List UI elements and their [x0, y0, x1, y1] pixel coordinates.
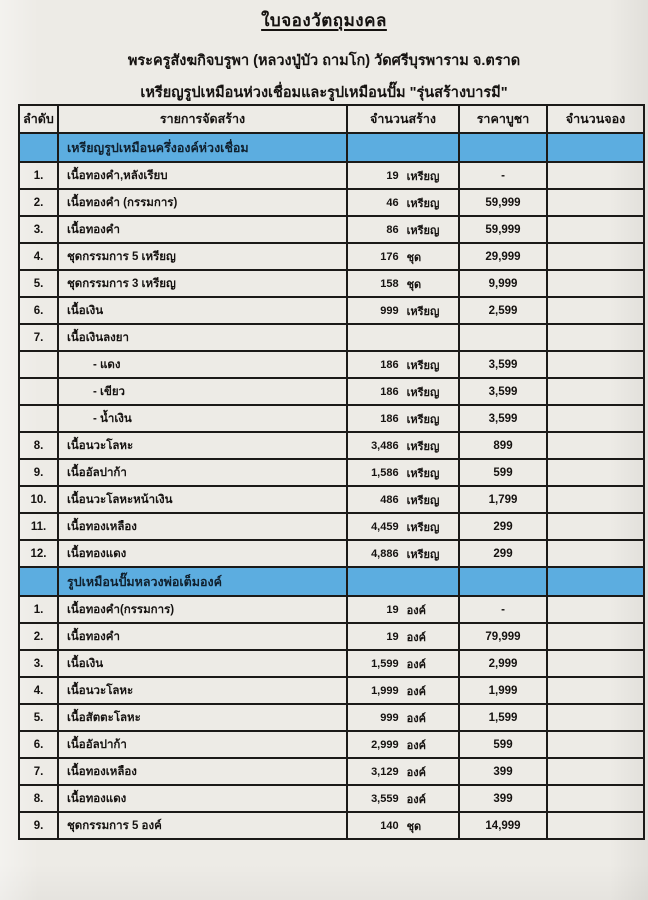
- quantity-value: 1,999: [371, 684, 399, 697]
- quantity-unit: องค์: [406, 631, 426, 644]
- table-row: [19, 758, 644, 785]
- series-line: เหรียญรูปเหมือนห่วงเชื่อมและรูปเหมือนปั๊ม "รุ่นสร้างบารมี": [140, 85, 508, 101]
- cell-price: 2,999: [459, 650, 547, 677]
- table-row: [19, 189, 644, 216]
- cell-qty: [347, 486, 459, 513]
- quantity-unit: องค์: [406, 793, 426, 806]
- cell-price: 299: [459, 513, 547, 540]
- cell-item: เนื้อทองเหลือง: [58, 513, 347, 540]
- quantity-unit: องค์: [406, 739, 426, 752]
- temple-line: พระครูสังฆกิจบรูพา (หลวงปู่บัว ถามโก) วัดศรีบุรพาราม จ.ตราด: [127, 53, 521, 69]
- quantity-unit: ชุด: [406, 251, 422, 264]
- quantity-unit: เหรียญ: [406, 197, 440, 210]
- cell-price: 59,999: [459, 216, 547, 243]
- table-row: [19, 513, 644, 540]
- quantity-value: 176: [380, 250, 399, 263]
- cell-qty: [347, 189, 459, 216]
- cell-qty: [347, 243, 459, 270]
- cell-qty: [347, 758, 459, 785]
- column-header: ลำดับ: [19, 105, 58, 133]
- quantity-unit: องค์: [406, 604, 426, 617]
- cell-qty: [347, 297, 459, 324]
- table-row: [19, 677, 644, 704]
- table-row: [19, 351, 644, 378]
- cell-reserve: [547, 812, 644, 839]
- cell-qty: [347, 378, 459, 405]
- column-header: จำนวนสร้าง: [347, 105, 459, 133]
- section-cell: [347, 567, 459, 596]
- quantity-value: 186: [380, 358, 399, 371]
- quantity-value: 3,486: [371, 439, 399, 452]
- cell-reserve: [547, 677, 644, 704]
- cell-no: 4.: [19, 243, 58, 270]
- cell-price: 29,999: [459, 243, 547, 270]
- cell-qty: [347, 540, 459, 567]
- quantity-unit: เหรียญ: [406, 386, 440, 399]
- cell-reserve: [547, 432, 644, 459]
- cell-price: -: [459, 596, 547, 623]
- cell-no: 4.: [19, 677, 58, 704]
- cell-reserve: [547, 731, 644, 758]
- table-body: [19, 133, 644, 839]
- table-row: [19, 297, 644, 324]
- quantity-value: 4,886: [371, 547, 399, 560]
- quantity-value: 3,129: [371, 765, 399, 778]
- cell-no: [19, 405, 58, 432]
- table-row: [19, 216, 644, 243]
- cell-no: 3.: [19, 650, 58, 677]
- table-header-row: [19, 105, 644, 133]
- cell-qty: [347, 731, 459, 758]
- order-table: [18, 104, 645, 840]
- cell-reserve: [547, 162, 644, 189]
- cell-reserve: [547, 297, 644, 324]
- cell-price: 1,999: [459, 677, 547, 704]
- column-header: จำนวนจอง: [547, 105, 644, 133]
- table-row: [19, 459, 644, 486]
- cell-no: 11.: [19, 513, 58, 540]
- section-cell: [19, 567, 58, 596]
- cell-qty: [347, 432, 459, 459]
- section-cell: [547, 567, 644, 596]
- quantity-unit: เหรียญ: [406, 359, 440, 372]
- cell-qty: [347, 324, 459, 351]
- cell-price: 1,799: [459, 486, 547, 513]
- cell-item: เนื้อทองคำ (กรรมการ): [58, 189, 347, 216]
- cell-item: เนื้อทองเหลือง: [58, 758, 347, 785]
- cell-price: 399: [459, 785, 547, 812]
- table-row: [19, 623, 644, 650]
- cell-item: - เขียว: [58, 378, 347, 405]
- section-cell: [19, 133, 58, 162]
- column-header: รายการจัดสร้าง: [58, 105, 347, 133]
- cell-qty: [347, 677, 459, 704]
- cell-price: 599: [459, 731, 547, 758]
- cell-item: เนื้อเงิน: [58, 650, 347, 677]
- section-title: รูปเหมือนปั๊มหลวงพ่อเต็มองค์: [58, 567, 347, 596]
- cell-item: เนื้อนวะโลหะ: [58, 677, 347, 704]
- cell-no: [19, 378, 58, 405]
- cell-price: 3,599: [459, 405, 547, 432]
- table-row: [19, 324, 644, 351]
- quantity-value: 158: [380, 277, 399, 290]
- cell-price: 9,999: [459, 270, 547, 297]
- section-cell: [547, 133, 644, 162]
- cell-no: 8.: [19, 432, 58, 459]
- cell-reserve: [547, 486, 644, 513]
- cell-item: เนื้อทองคำ,หลังเรียบ: [58, 162, 347, 189]
- cell-no: 6.: [19, 731, 58, 758]
- cell-qty: [347, 623, 459, 650]
- quantity-unit: เหรียญ: [406, 413, 440, 426]
- cell-no: 3.: [19, 216, 58, 243]
- cell-no: 1.: [19, 596, 58, 623]
- cell-reserve: [547, 650, 644, 677]
- cell-no: 2.: [19, 189, 58, 216]
- cell-reserve: [547, 758, 644, 785]
- cell-qty: [347, 812, 459, 839]
- cell-no: 9.: [19, 812, 58, 839]
- table-row: [19, 432, 644, 459]
- quantity-value: 1,586: [371, 466, 399, 479]
- quantity-unit: องค์: [406, 685, 426, 698]
- quantity-unit: เหรียญ: [406, 548, 440, 561]
- cell-qty: [347, 459, 459, 486]
- cell-item: เนื้อทองแดง: [58, 785, 347, 812]
- table-row: [19, 270, 644, 297]
- quantity-unit: องค์: [406, 766, 426, 779]
- table-row: [19, 405, 644, 432]
- cell-item: ชุดกรรมการ 5 องค์: [58, 812, 347, 839]
- quantity-unit: องค์: [406, 658, 426, 671]
- quantity-value: 19: [386, 603, 399, 616]
- cell-item: เนื้อนวะโลหะหน้าเงิน: [58, 486, 347, 513]
- table-row: [19, 243, 644, 270]
- page-title: [0, 0, 648, 34]
- cell-reserve: [547, 189, 644, 216]
- cell-item: เนื้อทองคำ(กรรมการ): [58, 596, 347, 623]
- cell-no: 9.: [19, 459, 58, 486]
- quantity-value: 1,599: [371, 657, 399, 670]
- cell-no: 5.: [19, 270, 58, 297]
- quantity-value: 186: [380, 385, 399, 398]
- cell-no: [19, 351, 58, 378]
- cell-qty: [347, 405, 459, 432]
- cell-qty: [347, 162, 459, 189]
- cell-item: เนื้ออัลปาก้า: [58, 731, 347, 758]
- cell-reserve: [547, 216, 644, 243]
- quantity-value: 19: [386, 630, 399, 643]
- cell-item: - น้ำเงิน: [58, 405, 347, 432]
- cell-reserve: [547, 351, 644, 378]
- cell-qty: [347, 785, 459, 812]
- table-row: [19, 731, 644, 758]
- cell-no: 12.: [19, 540, 58, 567]
- cell-no: 8.: [19, 785, 58, 812]
- quantity-unit: ชุด: [406, 820, 422, 833]
- table-row: [19, 812, 644, 839]
- cell-no: 10.: [19, 486, 58, 513]
- section-title: เหรียญรูปเหมือนครึ่งองค์ห่วงเชื่อม: [58, 133, 347, 162]
- cell-price: 899: [459, 432, 547, 459]
- cell-reserve: [547, 405, 644, 432]
- quantity-value: 2,999: [371, 738, 399, 751]
- section-header-row: [19, 567, 644, 596]
- cell-qty: [347, 351, 459, 378]
- quantity-unit: เหรียญ: [406, 494, 440, 507]
- quantity-value: 186: [380, 412, 399, 425]
- cell-reserve: [547, 623, 644, 650]
- cell-qty: [347, 704, 459, 731]
- cell-item: เนื้ออัลปาก้า: [58, 459, 347, 486]
- cell-reserve: [547, 378, 644, 405]
- quantity-unit: เหรียญ: [406, 170, 440, 183]
- cell-price: -: [459, 162, 547, 189]
- cell-reserve: [547, 540, 644, 567]
- quantity-unit: เหรียญ: [406, 521, 440, 534]
- section-header-row: [19, 133, 644, 162]
- quantity-value: 3,559: [371, 792, 399, 805]
- cell-item: ชุดกรรมการ 5 เหรียญ: [58, 243, 347, 270]
- cell-qty: [347, 270, 459, 297]
- cell-price: 3,599: [459, 351, 547, 378]
- section-cell: [459, 567, 547, 596]
- cell-price: 2,599: [459, 297, 547, 324]
- cell-price: 599: [459, 459, 547, 486]
- quantity-value: 46: [386, 196, 399, 209]
- table-row: [19, 162, 644, 189]
- cell-item: - แดง: [58, 351, 347, 378]
- cell-price: 399: [459, 758, 547, 785]
- cell-reserve: [547, 596, 644, 623]
- cell-price: 3,599: [459, 378, 547, 405]
- cell-item: เนื้อทองคำ: [58, 216, 347, 243]
- cell-reserve: [547, 459, 644, 486]
- section-cell: [459, 133, 547, 162]
- cell-reserve: [547, 270, 644, 297]
- cell-item: เนื้อนวะโลหะ: [58, 432, 347, 459]
- cell-price: 1,599: [459, 704, 547, 731]
- table-row: [19, 704, 644, 731]
- quantity-unit: เหรียญ: [406, 467, 440, 480]
- quantity-unit: เหรียญ: [406, 224, 440, 237]
- cell-item: เนื้อทองแดง: [58, 540, 347, 567]
- cell-item: เนื้อเงิน: [58, 297, 347, 324]
- table-row: [19, 650, 644, 677]
- table-row: [19, 378, 644, 405]
- quantity-value: 999: [380, 711, 399, 724]
- cell-item: เนื้อสัตตะโลหะ: [58, 704, 347, 731]
- cell-qty: [347, 216, 459, 243]
- cell-no: 7.: [19, 758, 58, 785]
- cell-no: 7.: [19, 324, 58, 351]
- quantity-unit: เหรียญ: [406, 440, 440, 453]
- cell-no: 6.: [19, 297, 58, 324]
- table-row: [19, 785, 644, 812]
- cell-item: ชุดกรรมการ 3 เหรียญ: [58, 270, 347, 297]
- quantity-unit: องค์: [406, 712, 426, 725]
- quantity-value: 19: [386, 169, 399, 182]
- table-row: [19, 486, 644, 513]
- section-cell: [347, 133, 459, 162]
- page-title-text: ใบจองวัตถุมงคล: [261, 11, 387, 30]
- cell-item: เนื้อเงินลงยา: [58, 324, 347, 351]
- cell-reserve: [547, 785, 644, 812]
- quantity-value: 4,459: [371, 520, 399, 533]
- cell-qty: [347, 513, 459, 540]
- quantity-unit: เหรียญ: [406, 305, 440, 318]
- cell-reserve: [547, 324, 644, 351]
- cell-item: เนื้อทองคำ: [58, 623, 347, 650]
- column-header: ราคาบูชา: [459, 105, 547, 133]
- cell-price: 14,999: [459, 812, 547, 839]
- cell-no: 1.: [19, 162, 58, 189]
- cell-price: [459, 324, 547, 351]
- cell-price: 79,999: [459, 623, 547, 650]
- quantity-value: 999: [380, 304, 399, 317]
- cell-reserve: [547, 513, 644, 540]
- cell-price: 59,999: [459, 189, 547, 216]
- table-row: [19, 596, 644, 623]
- cell-qty: [347, 596, 459, 623]
- quantity-unit: ชุด: [406, 278, 422, 291]
- table-row: [19, 540, 644, 567]
- quantity-value: 86: [386, 223, 399, 236]
- cell-no: 5.: [19, 704, 58, 731]
- cell-no: 2.: [19, 623, 58, 650]
- cell-reserve: [547, 243, 644, 270]
- cell-reserve: [547, 704, 644, 731]
- quantity-value: 140: [380, 819, 399, 832]
- cell-qty: [347, 650, 459, 677]
- cell-price: 299: [459, 540, 547, 567]
- quantity-value: 486: [380, 493, 399, 506]
